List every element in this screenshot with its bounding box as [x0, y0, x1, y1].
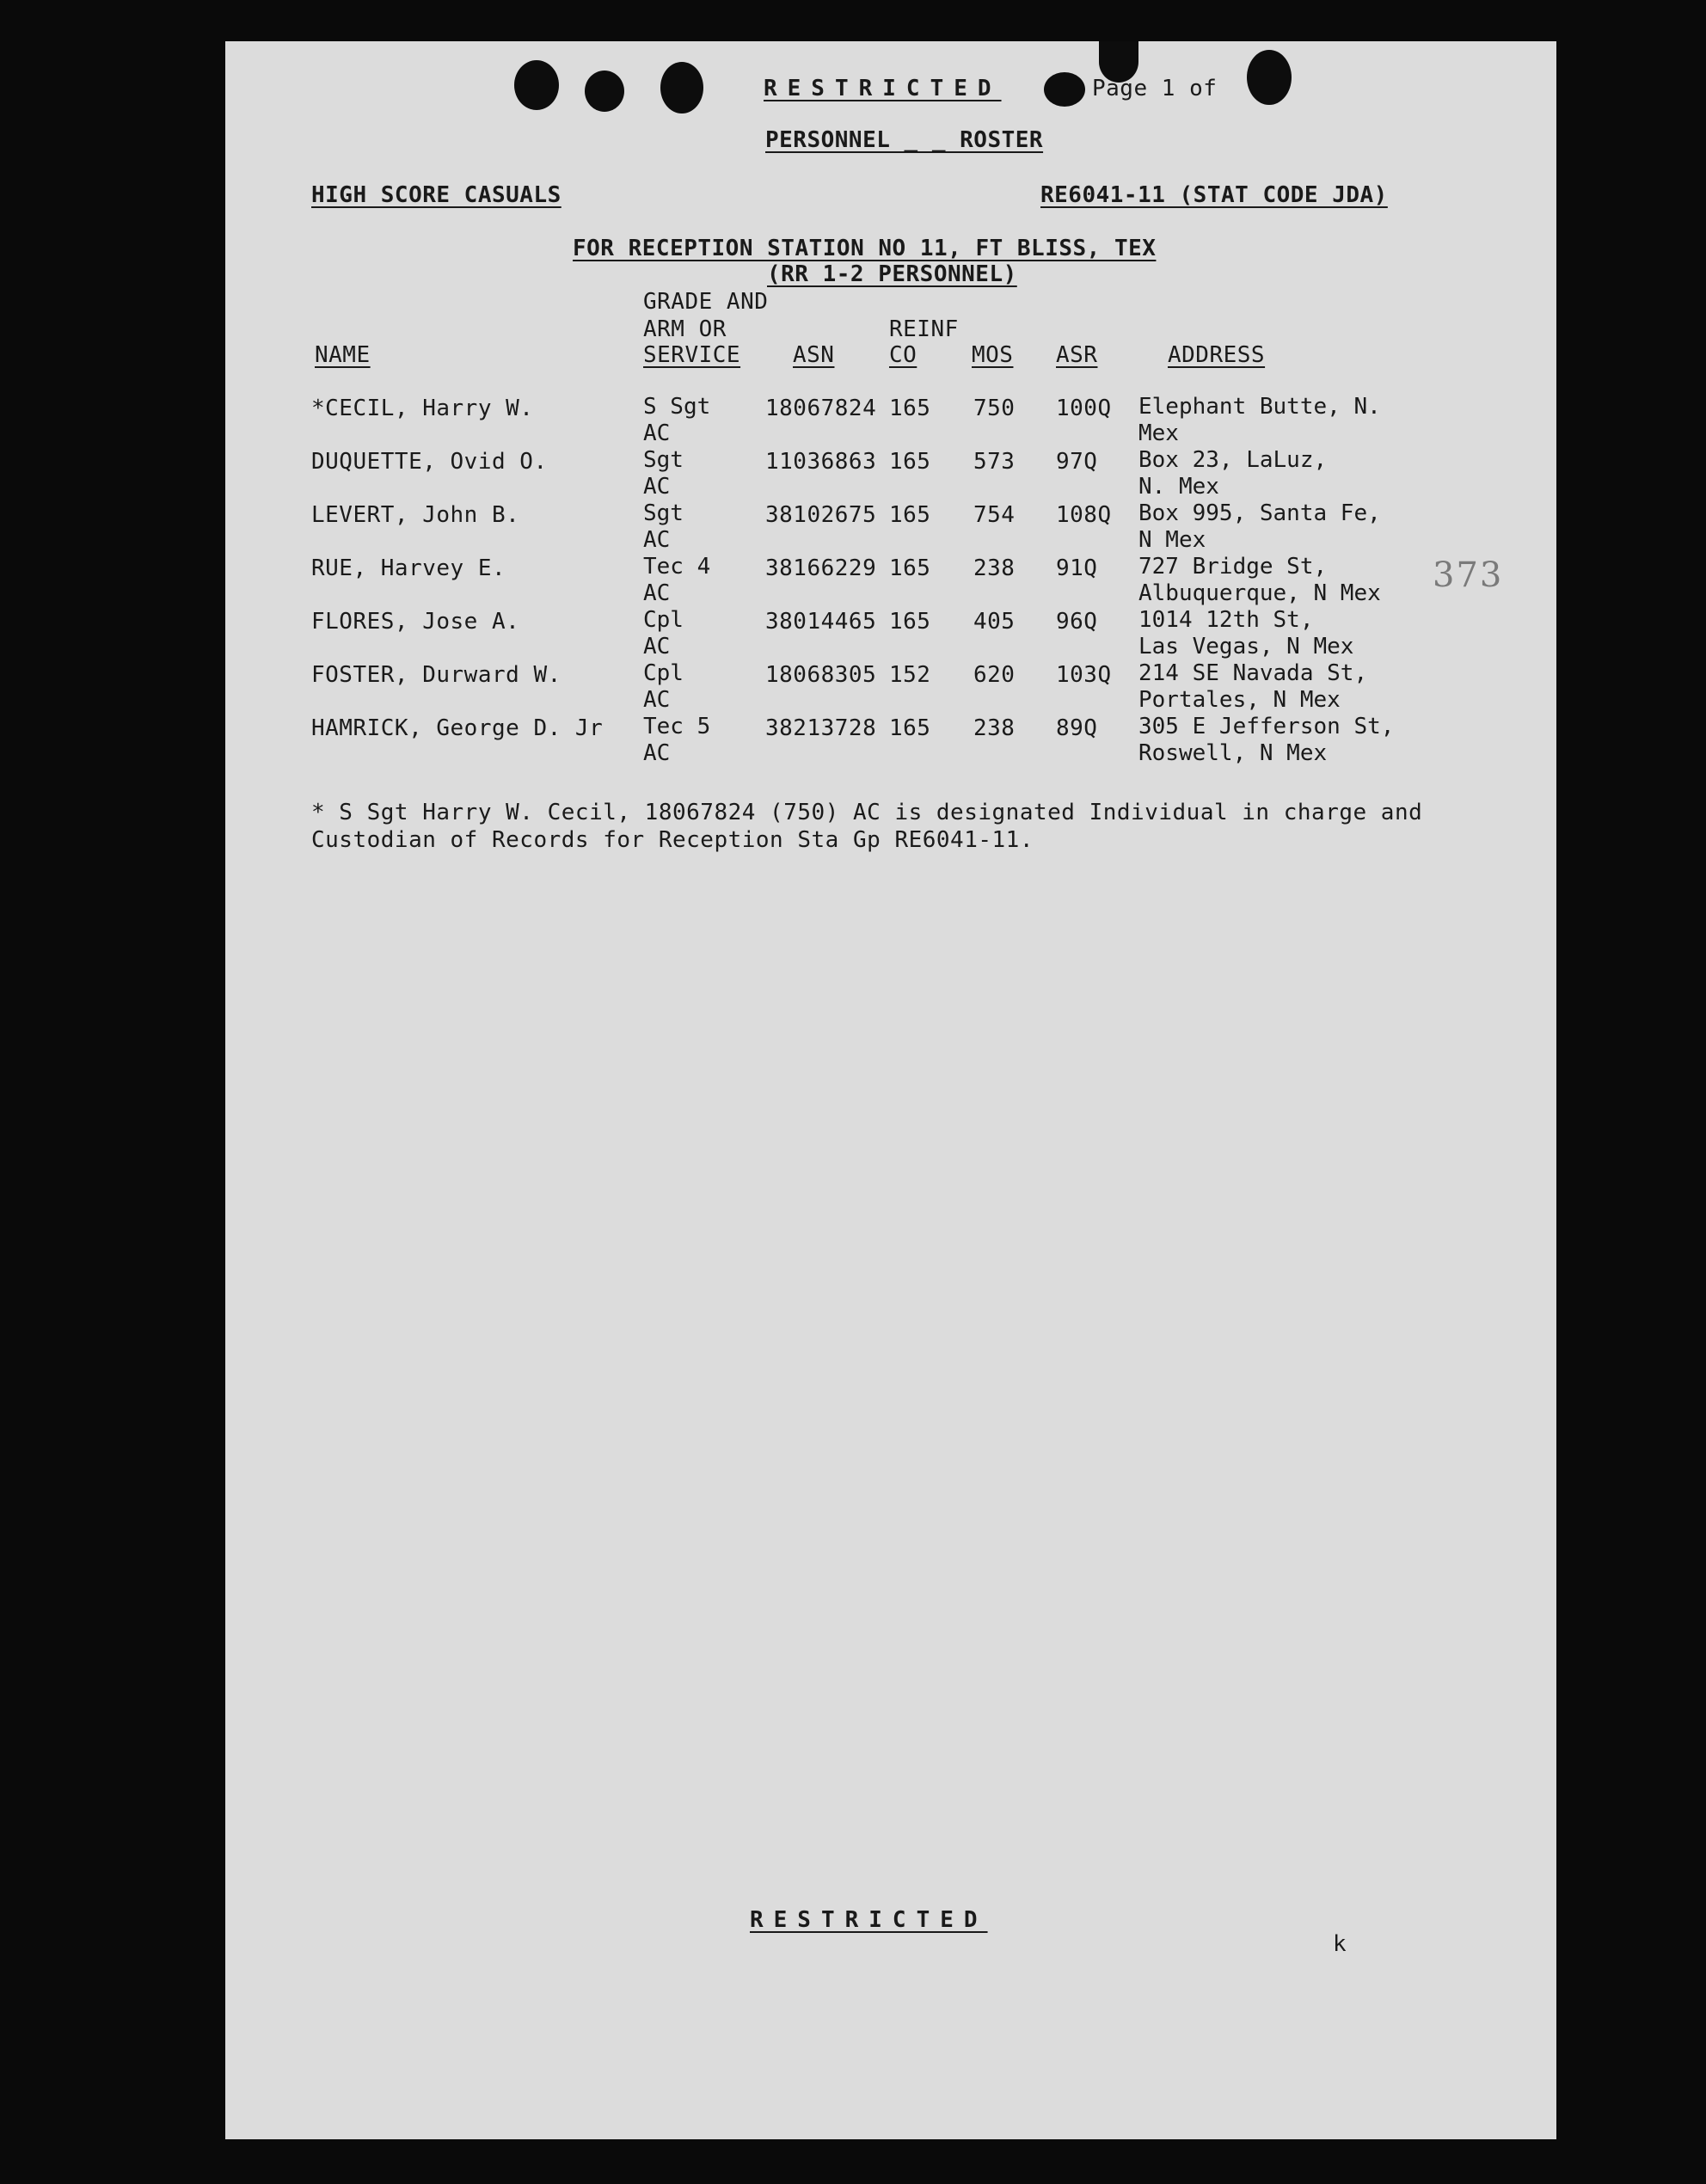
- row-arm: AC: [643, 580, 671, 606]
- row-co: 165: [889, 502, 931, 528]
- row-grade-text: Cpl: [643, 607, 684, 633]
- row-co: 165: [889, 396, 931, 421]
- row-co: 152: [889, 662, 931, 688]
- row-grade-text: Cpl: [643, 660, 684, 686]
- row-arm: AC: [643, 527, 671, 553]
- side-page-number: 373: [1433, 555, 1504, 595]
- col-address: ADDRESS: [1168, 342, 1266, 368]
- row-address: [1138, 447, 1327, 500]
- row-grade: [643, 554, 710, 607]
- row-asr: 91Q: [1056, 555, 1098, 581]
- ink-blot: [1044, 72, 1085, 107]
- row-asr: 89Q: [1056, 715, 1098, 741]
- col-reinf-line1: REINF: [889, 316, 959, 342]
- punch-hole-2: [585, 71, 624, 112]
- unit-name: HIGH SCORE CASUALS: [311, 182, 562, 208]
- table-row: [225, 500, 1556, 557]
- row-co: 165: [889, 555, 931, 581]
- row-co: 165: [889, 449, 931, 475]
- row-grade-text: Tec 5: [643, 714, 711, 739]
- row-address: [1138, 394, 1381, 447]
- col-asn: ASN: [793, 342, 835, 368]
- row-addr1: Box 23, LaLuz,: [1138, 447, 1328, 473]
- row-addr1: Box 995, Santa Fe,: [1138, 500, 1381, 526]
- row-arm: AC: [643, 420, 671, 446]
- page-total-blank: [1238, 77, 1338, 100]
- classification-bottom: RESTRICTED: [750, 1907, 988, 1933]
- row-asn: 18068305: [765, 662, 877, 688]
- footnote-line-1: * S Sgt Harry W. Cecil, 18067824 (750) AC is designated Individual in charge and: [311, 800, 1423, 825]
- row-addr2: Roswell, N Mex: [1138, 740, 1328, 766]
- row-grade: [643, 660, 684, 714]
- row-mos: 754: [973, 502, 1016, 528]
- row-asn: 18067824: [765, 396, 877, 421]
- col-mos: MOS: [972, 342, 1014, 368]
- row-address: [1138, 500, 1381, 554]
- table-row: [225, 447, 1556, 504]
- row-asn: 38213728: [765, 715, 877, 741]
- col-reinf-line2: CO: [889, 342, 917, 368]
- row-asr: 100Q: [1056, 396, 1112, 421]
- row-asr: 108Q: [1056, 502, 1112, 528]
- row-mos: 620: [973, 662, 1016, 688]
- row-address: [1138, 554, 1381, 607]
- col-grade-line2: ARM OR: [643, 316, 727, 342]
- row-addr2: Mex: [1138, 420, 1179, 446]
- col-grade-line1: GRADE AND: [643, 289, 769, 315]
- row-addr1: 727 Bridge St,: [1138, 554, 1328, 580]
- table-row: [225, 554, 1556, 610]
- row-name: *CECIL, Harry W.: [311, 396, 534, 421]
- row-grade: [643, 394, 710, 447]
- col-name: NAME: [315, 342, 371, 368]
- row-asr: 96Q: [1056, 609, 1098, 635]
- row-name: HAMRICK, George D. Jr: [311, 715, 604, 741]
- row-address: [1138, 660, 1367, 714]
- row-address: [1138, 607, 1353, 660]
- row-arm: AC: [643, 474, 671, 500]
- row-address: [1138, 714, 1394, 767]
- station-line: FOR RECEPTION STATION NO 11, FT BLISS, TEX: [573, 236, 1157, 261]
- row-grade: [643, 607, 684, 660]
- footnote-line-2: Custodian of Records for Reception Sta Gp RE6041-11.: [311, 827, 1034, 853]
- row-grade-text: Sgt: [643, 500, 684, 526]
- row-grade: [643, 714, 710, 767]
- row-addr2: Portales, N Mex: [1138, 687, 1341, 713]
- row-co: 165: [889, 609, 931, 635]
- group-code: RE6041-11 (STAT CODE JDA): [1040, 182, 1388, 208]
- row-addr2: N Mex: [1138, 527, 1206, 553]
- row-addr2: Las Vegas, N Mex: [1138, 634, 1354, 659]
- table-row: [225, 607, 1556, 664]
- punch-hole-1: [514, 60, 559, 110]
- row-grade-text: Sgt: [643, 447, 684, 473]
- personnel-type: (RR 1-2 PERSONNEL): [767, 261, 1017, 287]
- roster-title: PERSONNEL _ _ ROSTER: [765, 127, 1044, 153]
- row-mos: 750: [973, 396, 1016, 421]
- table-row: [225, 660, 1556, 717]
- row-mos: 405: [973, 609, 1016, 635]
- row-mos: 238: [973, 715, 1016, 741]
- row-grade: [643, 500, 684, 554]
- col-grade-line3: SERVICE: [643, 342, 741, 368]
- row-arm: AC: [643, 687, 671, 713]
- row-asn: 38102675: [765, 502, 877, 528]
- col-asr: ASR: [1056, 342, 1098, 368]
- row-asr: 97Q: [1056, 449, 1098, 475]
- row-arm: AC: [643, 740, 671, 766]
- row-addr1: 1014 12th St,: [1138, 607, 1314, 633]
- row-addr2: Albuquerque, N Mex: [1138, 580, 1381, 606]
- row-grade-text: S Sgt: [643, 394, 711, 420]
- row-name: DUQUETTE, Ovid O.: [311, 449, 548, 475]
- row-name: LEVERT, John B.: [311, 502, 520, 528]
- row-mos: 573: [973, 449, 1016, 475]
- row-name: RUE, Harvey E.: [311, 555, 506, 581]
- row-addr2: N. Mex: [1138, 474, 1219, 500]
- row-arm: AC: [643, 634, 671, 659]
- row-grade: [643, 447, 684, 500]
- corner-mark: k: [1333, 1931, 1347, 1957]
- row-mos: 238: [973, 555, 1016, 581]
- table-row: [225, 714, 1556, 770]
- row-name: FLORES, Jose A.: [311, 609, 520, 635]
- row-addr1: 214 SE Navada St,: [1138, 660, 1368, 686]
- row-asr: 103Q: [1056, 662, 1112, 688]
- row-co: 165: [889, 715, 931, 741]
- document-page: [225, 41, 1556, 2139]
- row-grade-text: Tec 4: [643, 554, 711, 580]
- classification-top: RESTRICTED: [764, 76, 1002, 101]
- row-addr1: Elephant Butte, N.: [1138, 394, 1381, 420]
- punch-hole-3: [660, 62, 703, 113]
- row-asn: 38166229: [765, 555, 877, 581]
- row-addr1: 305 E Jefferson St,: [1138, 714, 1395, 739]
- row-name: FOSTER, Durward W.: [311, 662, 562, 688]
- row-asn: 38014465: [765, 609, 877, 635]
- page-label: Page 1 of: [1092, 76, 1218, 101]
- row-asn: 11036863: [765, 449, 877, 475]
- table-row: [225, 394, 1556, 451]
